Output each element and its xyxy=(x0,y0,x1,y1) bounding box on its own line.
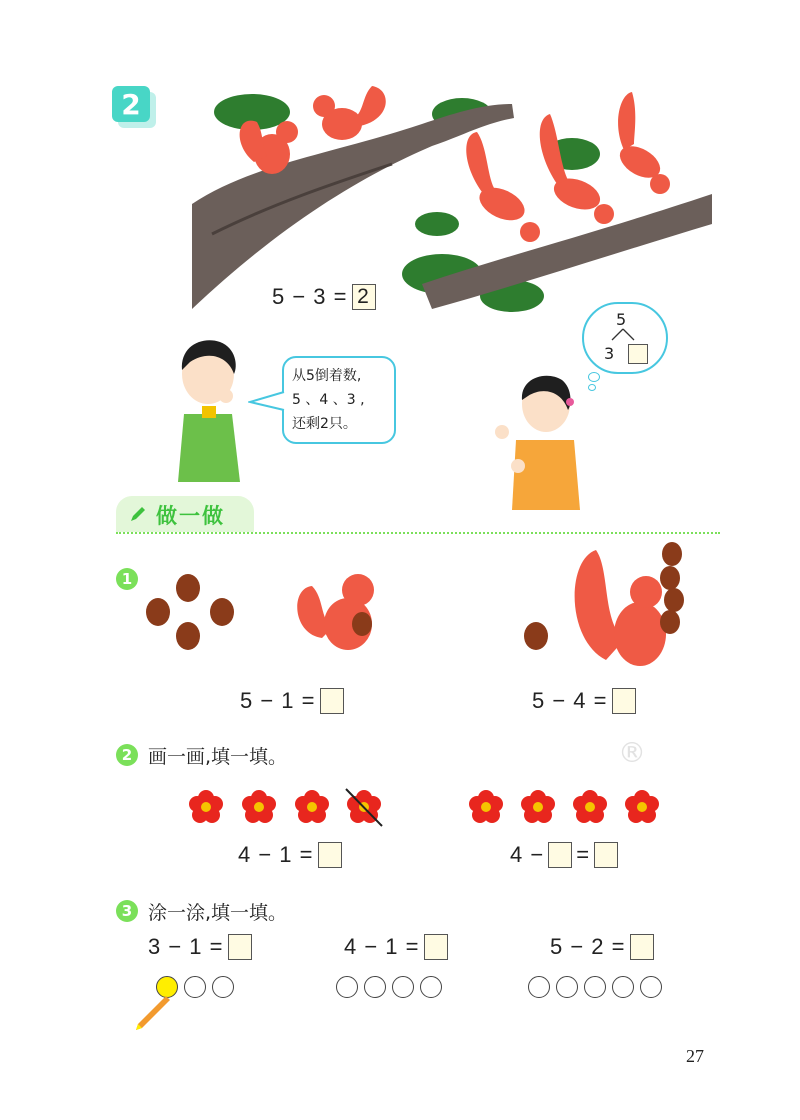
equation-text: 4 − 1 = xyxy=(238,842,314,867)
squirrel-with-four-pinecones xyxy=(566,540,690,672)
circle[interactable] xyxy=(364,976,386,998)
answer-box[interactable] xyxy=(228,934,252,960)
circle[interactable] xyxy=(392,976,414,998)
equation-text: 3 − 1 = xyxy=(148,934,224,959)
equation-text: 5 − 4 = xyxy=(532,688,608,713)
section-title: 做一做 xyxy=(156,504,225,528)
pencil-icon xyxy=(128,504,148,524)
boy-bubble-line: 5 、4 、3 , xyxy=(292,392,365,408)
subtrahend-box[interactable] xyxy=(548,842,572,868)
exercise-3-badge: 3 xyxy=(116,900,138,922)
circle[interactable] xyxy=(640,976,662,998)
equation-text: 5 − 1 = xyxy=(240,688,316,713)
squirrel-with-pinecone xyxy=(292,568,384,652)
example-equation-answer: 2 xyxy=(352,284,376,310)
circle[interactable] xyxy=(420,976,442,998)
circle[interactable] xyxy=(612,976,634,998)
equation-text: 4 − xyxy=(510,842,545,867)
girl-illustration xyxy=(488,370,588,510)
page-number: 27 xyxy=(686,1046,704,1066)
exercise-1-equation-a xyxy=(240,688,344,714)
exercise-1-badge: 1 xyxy=(116,568,138,590)
circle[interactable] xyxy=(184,976,206,998)
exercise-2-equation-a xyxy=(238,842,342,868)
answer-box[interactable] xyxy=(594,842,618,868)
answer-box[interactable] xyxy=(630,934,654,960)
circle[interactable] xyxy=(212,976,234,998)
squirrels-tree-illustration xyxy=(192,84,712,324)
example-equation-left: 5 − 3 = xyxy=(272,284,348,309)
speech-bubble-tail xyxy=(248,388,286,414)
circles-group-c xyxy=(528,976,668,1002)
equation-text: 5 − 2 = xyxy=(550,934,626,959)
boy-bubble-line: 从5倒着数, xyxy=(292,368,362,384)
example-number-badge xyxy=(112,86,154,126)
circle[interactable] xyxy=(584,976,606,998)
exercise-1-equation-b xyxy=(532,688,636,714)
exercise-3-equation-a xyxy=(148,934,252,960)
thought-bubble-top-number: 5 xyxy=(616,310,627,329)
thought-bubble-answer-box[interactable] xyxy=(628,344,648,364)
single-pinecone xyxy=(522,620,550,652)
thought-dot xyxy=(588,372,600,382)
answer-box[interactable] xyxy=(318,842,342,868)
thought-bubble-left-number: 3 xyxy=(604,344,615,363)
equation-text: 4 − 1 = xyxy=(344,934,420,959)
answer-box[interactable] xyxy=(320,688,344,714)
answer-box[interactable] xyxy=(612,688,636,714)
boy-speech-bubble xyxy=(282,356,396,444)
watermark-mark: ® xyxy=(618,736,646,769)
example-equation xyxy=(272,284,376,310)
exercise-3-equation-b xyxy=(344,934,448,960)
flowers-row xyxy=(186,786,662,828)
equals-sign: = xyxy=(576,842,591,867)
decomposition-lines xyxy=(608,328,638,342)
exercise-2-equation-b xyxy=(510,842,618,868)
circle[interactable] xyxy=(556,976,578,998)
circle[interactable] xyxy=(528,976,550,998)
answer-box[interactable] xyxy=(424,934,448,960)
exercise-3-equation-c xyxy=(550,934,654,960)
exercise-3-instruction: 涂一涂,填一填。 xyxy=(148,902,288,924)
exercise-2-instruction: 画一画,填一填。 xyxy=(148,746,288,768)
pinecones-group xyxy=(140,572,240,654)
example-number: 2 xyxy=(112,86,150,122)
boy-illustration xyxy=(168,336,254,482)
section-divider xyxy=(116,532,720,534)
exercise-2-badge: 2 xyxy=(116,744,138,766)
crayon-icon xyxy=(134,994,170,1032)
thought-dot xyxy=(588,384,596,391)
circle[interactable] xyxy=(336,976,358,998)
boy-bubble-line: 还剩2只。 xyxy=(292,416,357,432)
circles-group-b xyxy=(336,976,448,1002)
